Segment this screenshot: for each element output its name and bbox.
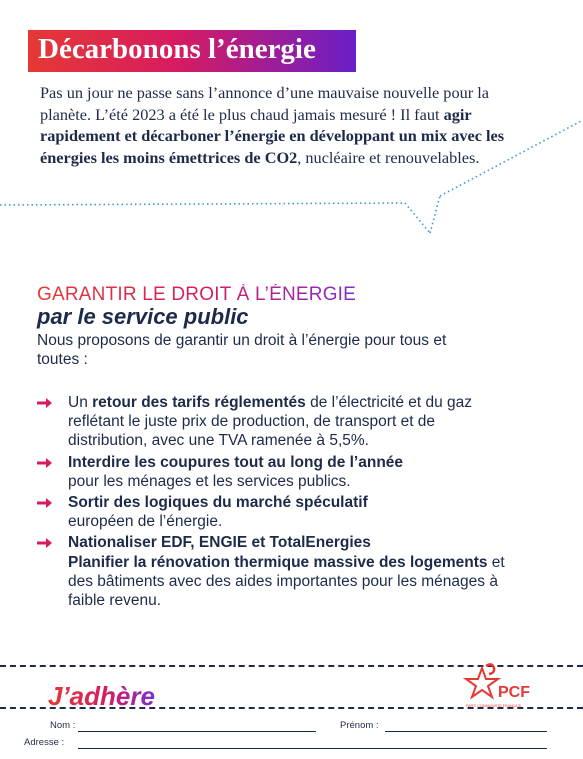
section-description: Nous proposons de garantir un droit à l’énergie pour tous et toutes : <box>37 332 447 368</box>
section-subtitle: par le service public <box>37 304 249 329</box>
arrow-right-icon <box>37 537 53 549</box>
sickle-icon <box>486 664 494 674</box>
logo-text: PCF <box>498 684 530 701</box>
prenom-label: Prénom : <box>340 720 379 731</box>
bullet-text-bold: retour des tarifs réglementés <box>92 394 306 411</box>
page-title: Décarbonons l’énergie <box>38 33 316 65</box>
adresse-field[interactable] <box>78 748 547 749</box>
intro-text-1: Pas un jour ne passe sans l’annonce d’une mauvaise nouvelle pour la planète. L’été 2023 a été le plus chaud jamais mesuré ! Il faut <box>40 83 489 124</box>
adresse-label: Adresse : <box>24 737 65 748</box>
bullet-text-pre: Un <box>68 394 93 411</box>
list-item <box>37 493 507 531</box>
arrow-right-icon <box>37 497 53 509</box>
list-item <box>37 453 507 491</box>
bullet-text-bold: Sortir des logiques du marché spéculatif <box>68 494 368 512</box>
adhere-heading: J’adhère <box>48 681 155 711</box>
dotted-decoration <box>0 0 583 240</box>
bullet-text-post: et des bâtiments avec des aides importantes pour les ménages à faible revenu. <box>68 553 505 610</box>
bullet-list <box>37 393 507 612</box>
bullet-text-post: européen de l’énergie. <box>68 513 223 531</box>
bullet-text-post: pour les ménages et les services publics. <box>68 472 351 490</box>
arrow-right-icon <box>37 397 53 409</box>
logo-subtext: PARTI COMMUNISTE FRANÇAIS <box>466 704 521 708</box>
nom-field[interactable] <box>78 731 316 732</box>
bullet-text-bold: Planifier la rénovation thermique massive des logements <box>68 553 488 571</box>
bullet-text-bold: Interdire les coupures tout au long de l’année <box>68 453 404 471</box>
section-title: GARANTIR LE DROIT À L’ÉNERGIE <box>37 284 357 305</box>
intro-bold-text: agir rapidement et décarboner l’énergie en développant un mix avec les énergies les moins émettrices de CO2 <box>40 104 505 167</box>
list-item <box>37 533 507 610</box>
nom-label: Nom : <box>50 720 76 731</box>
intro-text-2: , nucléaire et renouvelables. <box>297 147 480 167</box>
prenom-field[interactable] <box>385 731 547 732</box>
arrow-right-icon <box>37 457 53 469</box>
list-item <box>37 393 507 451</box>
bullet-text-post: de l’électricité et du gaz reflétant le juste prix de production, de transport et de distribution, avec une TVA ramenée à 5,5%. <box>68 394 473 450</box>
pcf-logo <box>462 660 542 720</box>
bullet-text-bold: Nationaliser EDF, ENGIE et TotalEnergies <box>68 534 371 552</box>
